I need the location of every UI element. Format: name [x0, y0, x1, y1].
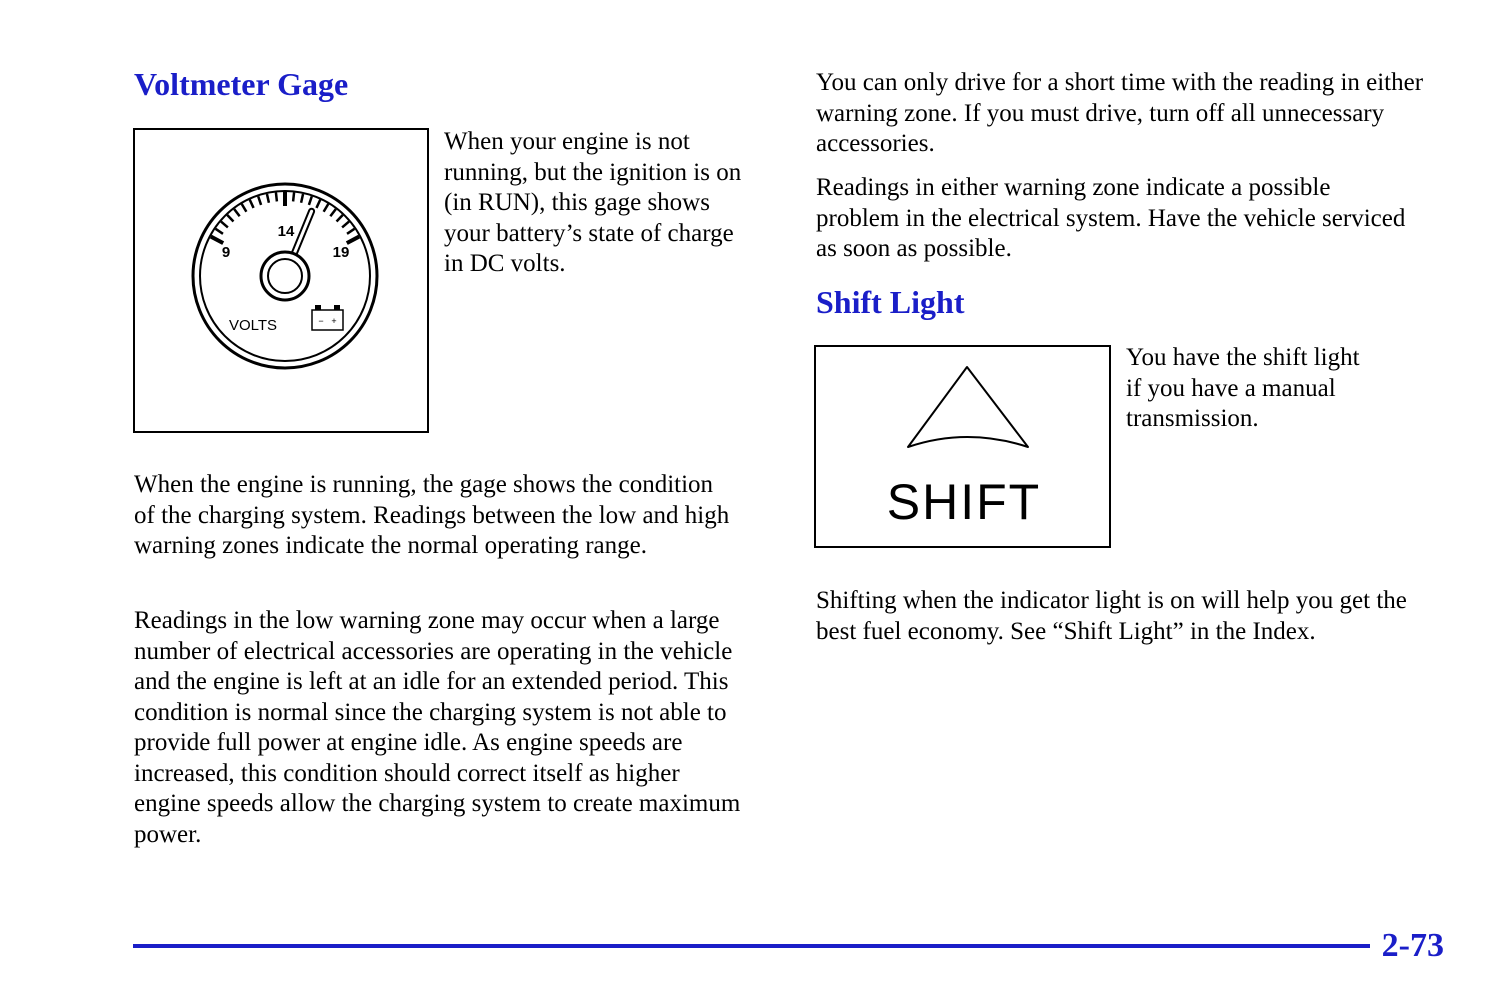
shift-light-panel	[816, 347, 1109, 546]
gauge-tick	[227, 215, 233, 222]
gauge-tick	[347, 237, 359, 244]
voltmeter-heading: Voltmeter Gage	[134, 66, 349, 102]
gauge-tick	[316, 200, 320, 208]
gauge-tick	[324, 204, 329, 212]
voltmeter-figure	[133, 128, 429, 433]
gauge-tick	[267, 194, 269, 203]
voltmeter-paragraph-1: When the engine is running, the gage shows the condition of the charging system. Readings between the low and high warning zones indicate the normal operating range.	[134, 471, 730, 559]
gauge-tick	[216, 229, 223, 234]
gauge-tick	[276, 192, 277, 201]
footer-rule	[133, 944, 1370, 948]
voltmeter-gauge-icon	[135, 130, 427, 431]
shift-light-heading: Shift Light	[816, 284, 965, 320]
gauge-tick	[258, 196, 261, 205]
shift-light-figure	[814, 345, 1111, 548]
gauge-tick	[347, 229, 354, 234]
gauge-tick	[293, 192, 294, 201]
gauge-label-min: 9	[221, 244, 231, 261]
gauge-label-max: 19	[332, 244, 350, 261]
battery-minus-label: −	[318, 316, 324, 326]
shift-label: SHIFT	[886, 474, 1042, 530]
battery-icon	[312, 305, 343, 330]
warning-zone-paragraph-1: You can only drive for a short time with the reading in either warning zone. If you must drive, turn off all unnecessary accessories.	[816, 69, 1424, 157]
gauge-tick	[250, 200, 254, 208]
gauge-tick	[234, 209, 239, 216]
gauge-tick	[342, 222, 349, 228]
gauge-tick	[221, 222, 228, 228]
gauge-tick	[242, 204, 247, 212]
gauge-tick	[211, 237, 223, 244]
gauge-hub-inner	[268, 259, 302, 293]
battery-plus-label: +	[331, 316, 337, 326]
voltmeter-caption: When your engine is not running, but the ignition is on (in RUN), this gage shows your battery’s state of charge in DC volts.	[444, 128, 742, 277]
gauge-tick	[301, 194, 303, 203]
gauge-tick	[309, 196, 312, 205]
gauge-tick	[337, 215, 343, 222]
gauge-unit-label: VOLTS	[228, 317, 278, 334]
page-number: 2-73	[1381, 927, 1444, 964]
warning-zone-paragraph-2: Readings in either warning zone indicate a possible problem in the electrical system. Have the vehicle serviced as soon as possible.	[816, 174, 1406, 262]
gauge-tick	[330, 209, 335, 216]
voltmeter-paragraph-2: Readings in the low warning zone may occur when a large number of electrical accessories are operating in the vehicle and the engine is left at an idle for an extended period. This condition is normal since the charging system is not able to provide full power at engine idle. As engine speeds are increased, this condition should correct itself as higher engine speeds allow the charging system to create maximum power.	[134, 607, 741, 848]
shift-light-paragraph-1: Shifting when the indicator light is on will help you get the best fuel economy. See “Shift Light” in the Index.	[816, 587, 1407, 645]
shift-light-caption: You have the shift light if you have a manual transmission.	[1126, 344, 1360, 432]
up-arrow-icon	[908, 367, 1028, 447]
gauge-label-mid: 14	[277, 223, 295, 240]
